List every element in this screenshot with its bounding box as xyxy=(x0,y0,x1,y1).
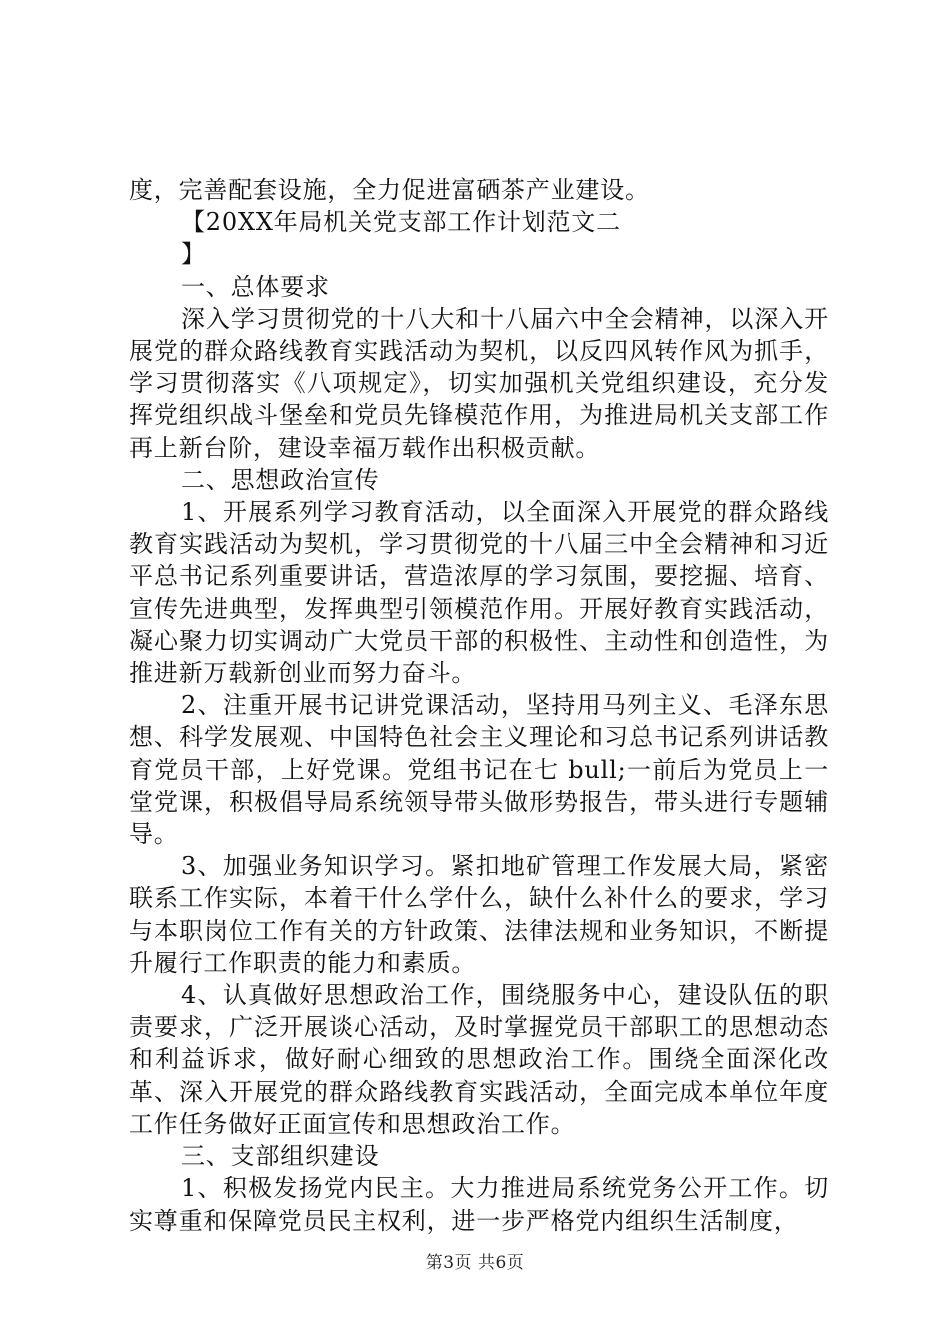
paragraph-item-1: 1、开展系列学习教育活动，以全面深入开展党的群众路线教育实践活动为契机，学习贯彻党的十八届三中全会精神和习近平总书记系列重要讲话，营造浓厚的学习氛围，要挖掘、培育、宣传先进典型，发挥典型引领模范作用。开展好教育实践活动，凝心聚力切实调动广大党员干部的积极性、主动性和创造性，为推进新万载新创业而努力奋斗。 xyxy=(129,498,829,688)
page-number: 第3页 共6页 xyxy=(425,1253,525,1273)
section-title-bracket: 】 xyxy=(181,240,206,269)
paragraph-general-requirements: 深入学习贯彻党的十八大和十八届六中全会精神，以深入开展党的群众路线教育实践活动为契机，以反四风转作风为抓手，学习贯彻落实《八项规定》，切实加强机关党组织建设，充分发挥党组织战斗堡垒和党员先锋模范作用，为推进局机关支部工作再上新台阶，建设幸福万载作出积极贡献。 xyxy=(129,304,829,462)
paragraph-item-4: 4、认真做好思想政治工作，围绕服务中心，建设队伍的职责要求，广泛开展谈心活动，及时掌握党员干部职工的思想动态和利益诉求，做好耐心细致的思想政治工作。围绕全面深化改革、深入开展党的群众路线教育实践活动，全面完成本单位年度工作任务做好正面宣传和思想政治工作。 xyxy=(129,981,829,1138)
document-body xyxy=(129,174,829,1237)
paragraph-item-3: 3、加强业务知识学习。紧扣地矿管理工作发展大局，紧密联系工作实际，本着干什么学什么，缺什么补什么的要求，学习与本职岗位工作有关的方针政策、法律法规和业务知识，不断提升履行工作职责的能力和素质。 xyxy=(129,852,829,977)
paragraph-organization-item-1: 1、积极发扬党内民主。大力推进局系统党务公开工作。切实尊重和保障党员民主权利，进一步严格党内组织生活制度， xyxy=(129,1174,829,1235)
section-title: 【20XX年局机关党支部工作计划范文二 xyxy=(181,208,621,237)
heading-branch-organization: 三、支部组织建设 xyxy=(181,1142,380,1171)
paragraph-continuation: 度，完善配套设施，全力促进富硒茶产业建设。 xyxy=(129,176,650,204)
heading-general-requirements: 一、总体要求 xyxy=(181,272,330,301)
paragraph-item-2: 2、注重开展书记讲党课活动，坚持用马列主义、毛泽东思想、科学发展观、中国特色社会主义理论和习总书记系列讲话教育党员干部，上好党课。党组书记在七 bull;一前后为党员上一堂党课，积极倡导局系统领导带头做形势报告，带头进行专题辅导。 xyxy=(129,691,829,849)
heading-ideological-publicity: 二、思想政治宣传 xyxy=(181,465,380,494)
